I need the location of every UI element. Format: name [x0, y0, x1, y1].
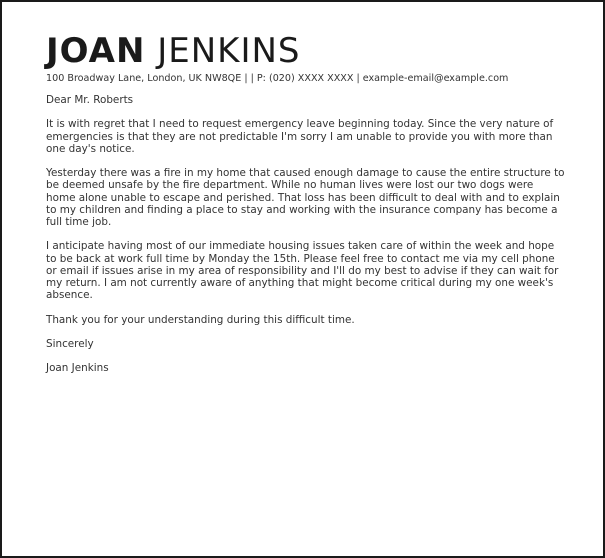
- salutation: Dear Mr. Roberts: [46, 94, 134, 106]
- sender-last-name: JENKINS: [157, 31, 301, 71]
- paragraph-3: I anticipate having most of our immediate housing issues taken care of within the week and hope to be back at work full time by Monday the 15th. Please feel free to contact me via my cell phone or email if issues arise in my area of responsibility and I'll do my best to advise if they can wait for my return. I am not currently aware of anything that might become critical during my one week's absence.: [46, 240, 559, 302]
- letter-body: [46, 94, 566, 387]
- paragraph-2: Yesterday there was a fire in my home that caused enough damage to cause the entire structure to be deemed unsafe by the fire department. While no human lives were lost our two dogs were home alone unable to escape and perished. That loss has been difficult to deal with and to explain to my children and finding a place to stay and working with the insurance company has become a full time job.: [46, 167, 565, 228]
- closing: Sincerely: [46, 337, 94, 350]
- sender-name: [46, 32, 301, 70]
- paragraph-4: Thank you for your understanding during this difficult time.: [46, 313, 355, 326]
- paragraph-1: It is with regret that I need to request emergency leave beginning today. Since the very nature of emergencies is that they are not predictable I'm sorry I am unable to provide you with more than one day's notice.: [46, 118, 554, 155]
- signature: Joan Jenkins: [46, 362, 109, 375]
- contact-line: 100 Broadway Lane, London, UK NW8QE | | P: (020) XXXX XXXX | example-email@example.com: [46, 73, 509, 84]
- sender-first-name: JOAN: [46, 31, 146, 71]
